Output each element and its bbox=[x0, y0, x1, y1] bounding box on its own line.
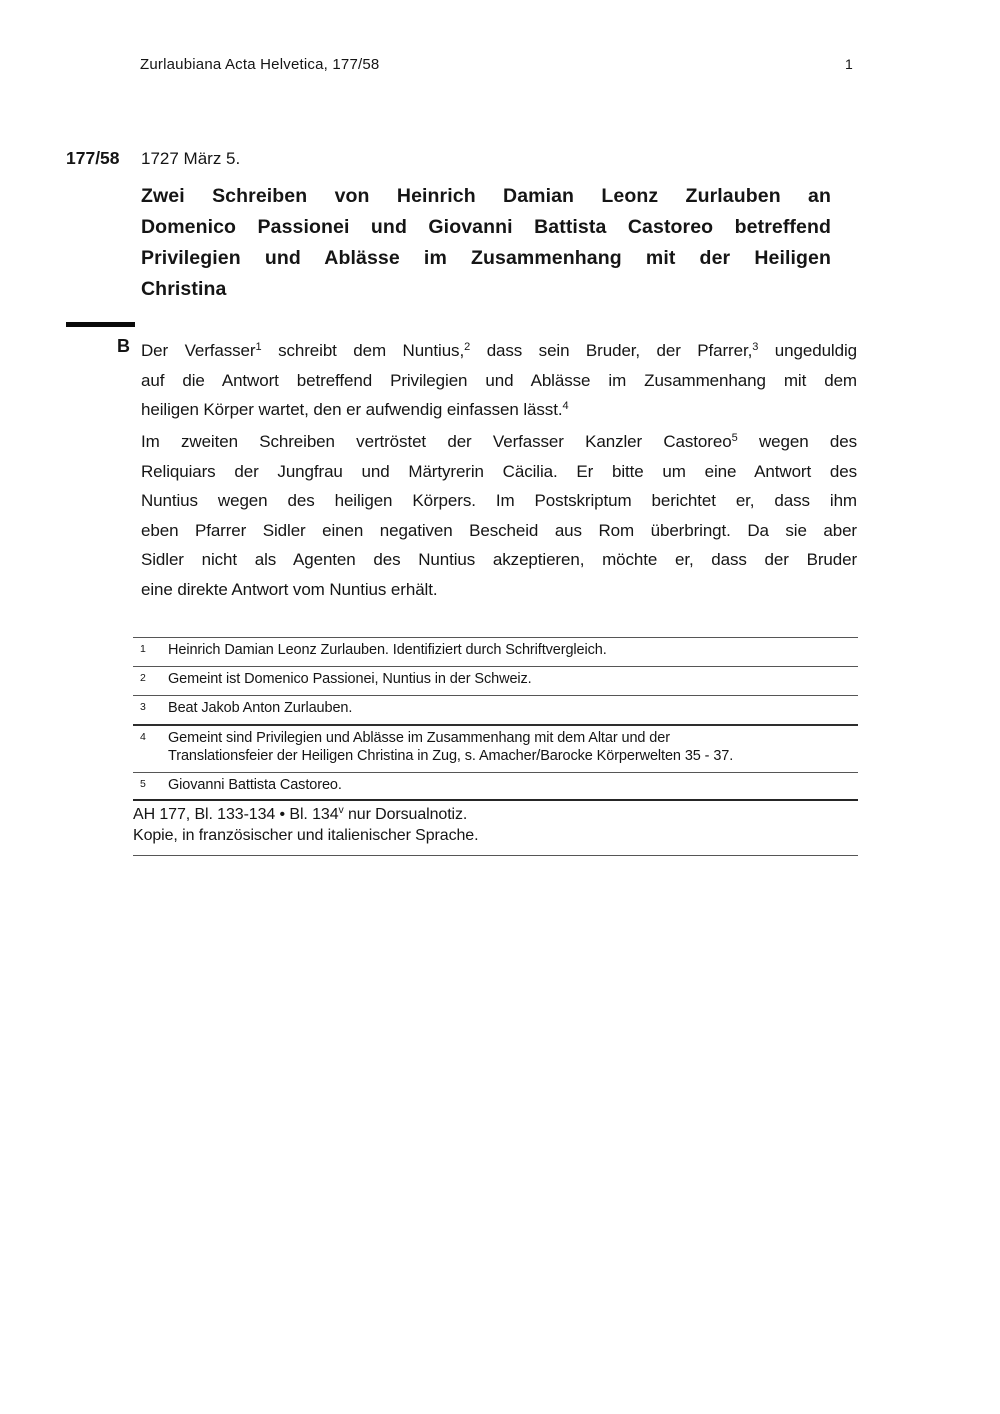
footnote-number: 4 bbox=[140, 731, 146, 743]
footnote-ref-5: 5 bbox=[731, 432, 738, 444]
running-title: Zurlaubiana Acta Helvetica, 177/58 bbox=[140, 56, 380, 73]
footnote-number: 3 bbox=[140, 701, 146, 713]
footnote-1 bbox=[133, 637, 858, 666]
footnote-number: 1 bbox=[140, 643, 146, 655]
footnote-text: Gemeint ist Domenico Passionei, Nuntius in der Schweiz. bbox=[168, 671, 532, 687]
footnote-text: Gemeint sind Privilegien und Ablässe im Zusammenhang mit dem Altar und der bbox=[168, 730, 670, 746]
body-line: Der Verfasser$^1$ schreibt dem Nuntius,$^2$ dass sein Bruder, der Pfarrer,$^3$ ungeduldig bbox=[141, 341, 857, 360]
running-header bbox=[140, 56, 853, 73]
footnote-ref-2: 2 bbox=[464, 341, 471, 353]
body-line: Sidler nicht als Agenten des Nuntius akzeptieren, möchte er, dass der Bruder bbox=[141, 550, 857, 569]
archive-reference bbox=[133, 799, 858, 856]
body-line: auf die Antwort betreffend Privilegien und Ablässe im Zusammenhang mit dem bbox=[141, 370, 857, 390]
body-line: heiligen Körper wartet, den er aufwendig einfassen lässt.$^4$ bbox=[141, 400, 569, 419]
body-line: eine direkte Antwort vom Nuntius erhält. bbox=[141, 579, 438, 599]
reference-line: Kopie, in französischer und italienischer Sprache. bbox=[133, 826, 479, 844]
footnote-text: Translationsfeier der Heiligen Christina in Zug, s. Amacher/Barocke Körperwelten 35 - 37. bbox=[168, 747, 734, 764]
page-number: 1 bbox=[845, 56, 853, 72]
verso-superscript: v bbox=[338, 804, 344, 816]
section-divider-bar bbox=[66, 322, 135, 327]
body-line: Im zweiten Schreiben vertröstet der Verfasser Kanzler Castoreo$^5$ wegen des bbox=[141, 432, 857, 451]
title-line: Domenico Passionei und Giovanni Battista Castoreo betreffend bbox=[141, 216, 831, 238]
body-line: eben Pfarrer Sidler einen negativen Bescheid aus Rom überbringt. Da sie aber bbox=[141, 520, 857, 540]
entry-title bbox=[141, 181, 831, 305]
footnote-text: Giovanni Battista Castoreo. bbox=[168, 776, 342, 793]
footnote-ref-3: 3 bbox=[752, 341, 759, 353]
footnote-5 bbox=[133, 772, 858, 801]
footnote-text: Beat Jakob Anton Zurlauben. bbox=[168, 700, 353, 716]
footnote-text: Heinrich Damian Leonz Zurlauben. Identifiziert durch Schriftvergleich. bbox=[168, 642, 607, 658]
footnotes-section bbox=[133, 637, 858, 801]
body-line: Nuntius wegen des heiligen Körpers. Im Postskriptum berichtet er, dass ihm bbox=[141, 491, 857, 510]
footnote-ref-1: 1 bbox=[255, 341, 262, 353]
title-line: Privilegien und Ablässe im Zusammenhang mit der Heiligen bbox=[141, 247, 831, 269]
footnote-number: 2 bbox=[140, 672, 146, 684]
entry-number: 177/58 bbox=[66, 148, 120, 168]
footnote-number: 5 bbox=[140, 777, 146, 790]
title-line: Zwei Schreiben von Heinrich Damian Leonz Zurlauben an bbox=[141, 185, 831, 207]
title-line: Christina bbox=[141, 278, 227, 300]
reference-line: AH 177, Bl. 133-134 • Bl. 134$^v$ nur Dorsualnotiz. bbox=[133, 804, 468, 823]
summary-paragraph-2 bbox=[141, 427, 857, 604]
footnote-2 bbox=[133, 666, 858, 695]
footnote-3 bbox=[133, 695, 858, 724]
footnote-ref-4: 4 bbox=[562, 400, 569, 412]
summary-marker: B bbox=[117, 336, 130, 356]
body-line: Reliquiars der Jungfrau und Märtyrerin Cäcilia. Er bitte um eine Antwort des bbox=[141, 461, 857, 481]
footnote-4 bbox=[133, 724, 858, 772]
entry-date: 1727 März 5. bbox=[141, 149, 241, 168]
summary-paragraph-1 bbox=[141, 336, 857, 425]
